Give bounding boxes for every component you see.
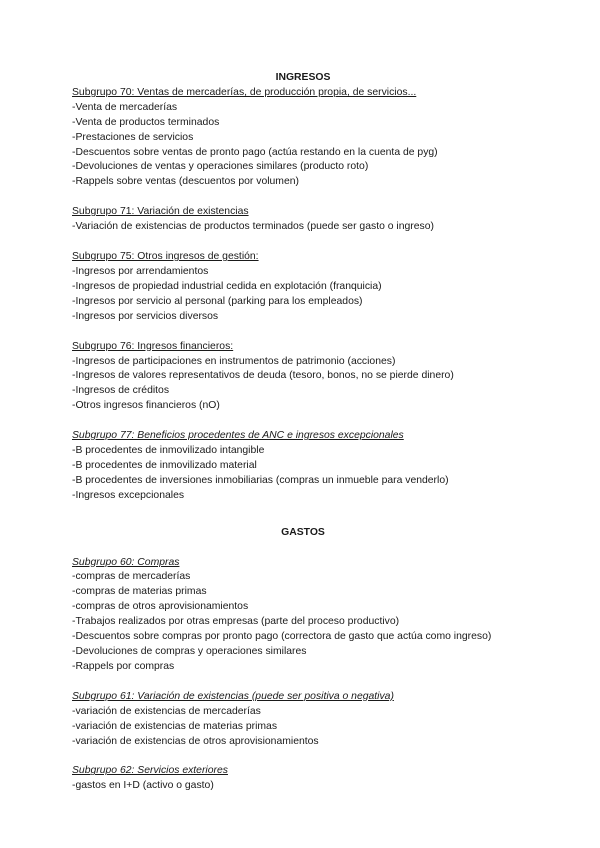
list-item: -Ingresos por servicios diversos: [72, 310, 219, 322]
list-item: -Descuentos sobre ventas de pronto pago (actúa restando en la cuenta de pyg): [72, 146, 438, 158]
list-item: -Ingresos por arrendamientos: [72, 265, 209, 277]
list-item: -Rappels por compras: [72, 660, 175, 672]
list-item: -B procedentes de inmovilizado material: [72, 459, 257, 471]
list-item: -Devoluciones de compras y operaciones similares: [72, 646, 307, 657]
spacer: [72, 190, 560, 205]
list-item: -Trabajos realizados por otras empresas (parte del proceso productivo): [72, 616, 400, 628]
list-item: -Ingresos de propiedad industrial cedida en explotación (franquicia): [72, 280, 382, 292]
list-item: -Ingresos por servicio al personal (parking para los empleados): [72, 295, 363, 307]
group-heading: Subgrupo 70: Ventas de mercaderías, de producción propia, de servicios...: [72, 86, 417, 98]
ingresos-group-70: [72, 86, 560, 190]
list-item: -B procedentes de inmovilizado intangible: [72, 445, 265, 457]
list-item: -Ingresos de valores representativos de deuda (tesoro, bonos, no se pierde dinero): [72, 370, 454, 382]
gastos-group-60: [72, 556, 560, 675]
group-heading: Subgrupo 77: Beneficios procedentes de ANC e ingresos excepcionales: [72, 430, 404, 442]
list-item: -Venta de mercaderías: [72, 101, 178, 113]
gastos-group-62: [72, 764, 560, 794]
spacer: [72, 675, 560, 690]
group-heading: Subgrupo 60: Compras: [72, 556, 180, 568]
group-heading: Subgrupo 71: Variación de existencias: [72, 206, 249, 218]
spacer: [72, 749, 560, 764]
list-item: -Variación de existencias de productos terminados (puede ser gasto o ingreso): [72, 221, 434, 233]
list-item: -compras de materias primas: [72, 586, 207, 598]
spacer: [72, 414, 560, 429]
list-item: -gastos en I+D (activo o gasto): [72, 780, 214, 792]
group-heading: Subgrupo 61: Variación de existencias (puede ser positiva o negativa): [72, 690, 394, 702]
list-item: -Descuentos sobre compras por pronto pago (correctora de gasto que actúa como ingreso): [72, 631, 492, 643]
list-item: -Otros ingresos financieros (nO): [72, 400, 220, 412]
group-heading: Subgrupo 75: Otros ingresos de gestión:: [72, 251, 259, 263]
ingresos-group-77: [72, 429, 560, 504]
gastos-title: GASTOS: [281, 526, 325, 538]
spacer: [72, 504, 560, 526]
list-item: -B procedentes de inversiones inmobiliarias (compras un inmueble para venderlo): [72, 474, 449, 486]
list-item: -variación de existencias de otros aprovisionamientos: [72, 735, 319, 747]
list-item: -Devoluciones de ventas y operaciones similares (producto roto): [72, 161, 369, 173]
spacer: [72, 325, 560, 340]
list-item: -Ingresos de créditos: [72, 385, 170, 397]
group-heading: Subgrupo 76: Ingresos financieros:: [72, 340, 234, 352]
spacer: [72, 541, 560, 556]
gastos-group-61: [72, 690, 560, 750]
ingresos-title: INGRESOS: [275, 72, 331, 83]
list-item: -Rappels sobre ventas (descuentos por volumen): [72, 176, 299, 188]
list-item: -variación de existencias de mercaderías: [72, 705, 261, 717]
list-item: -Prestaciones de servicios: [72, 131, 194, 143]
ingresos-group-76: [72, 340, 560, 415]
ingresos-group-75: [72, 250, 560, 325]
list-item: -variación de existencias de materias primas: [72, 720, 278, 732]
list-item: -compras de otros aprovisionamientos: [72, 601, 249, 613]
group-heading: Subgrupo 62: Servicios exteriores: [72, 765, 228, 777]
list-item: -Ingresos de participaciones en instrumentos de patrimonio (acciones): [72, 355, 396, 367]
list-item: -compras de mercaderías: [72, 571, 191, 583]
spacer: [72, 235, 560, 250]
list-item: -Venta de productos terminados: [72, 116, 220, 128]
ingresos-group-71: [72, 205, 560, 235]
list-item: -Ingresos excepcionales: [72, 489, 185, 501]
